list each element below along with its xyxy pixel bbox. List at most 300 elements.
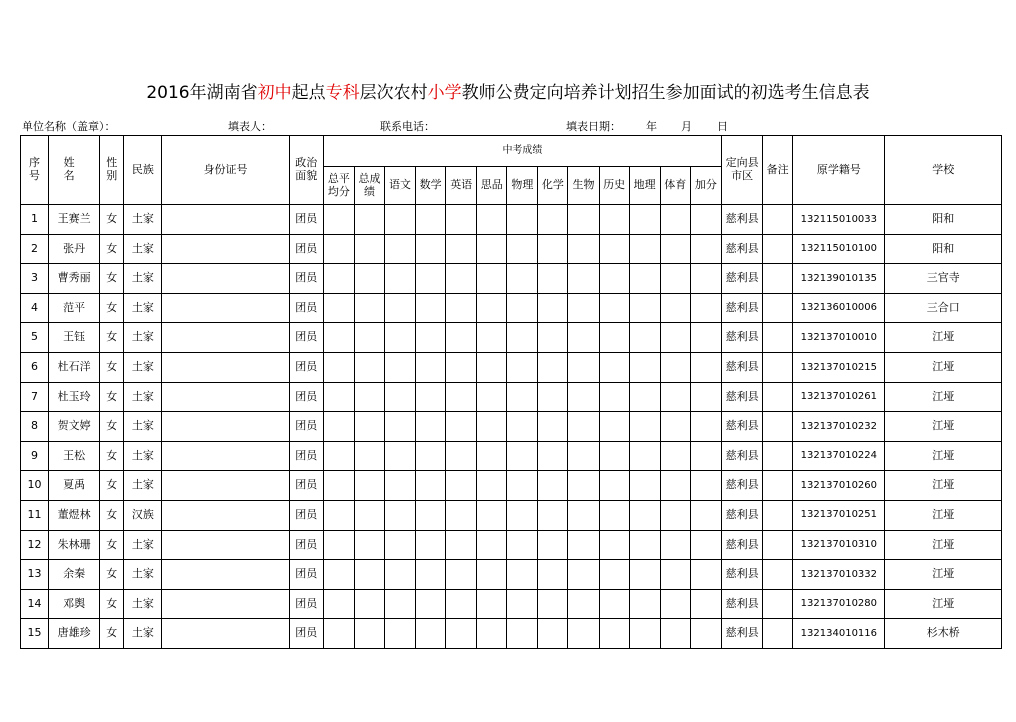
table-row	[21, 382, 1002, 412]
cell-score	[385, 323, 416, 353]
date-day-label: 日	[717, 120, 728, 133]
cell-score	[629, 352, 660, 382]
cell-score	[323, 205, 354, 235]
header-gender-text: 性别	[106, 156, 118, 182]
cell-gender: 女	[100, 293, 124, 323]
cell-county: 慈利县	[722, 589, 763, 619]
cell-name: 余秦	[49, 560, 100, 590]
cell-score	[416, 234, 446, 264]
cell-score	[538, 412, 568, 442]
cell-score	[599, 352, 629, 382]
cell-score	[354, 293, 384, 323]
cell-politics: 团员	[289, 412, 323, 442]
cell-registry: 132137010224	[793, 441, 885, 471]
table-row	[21, 471, 1002, 501]
cell-score	[416, 619, 446, 649]
cell-remark	[763, 205, 793, 235]
cell-score	[599, 293, 629, 323]
cell-school: 江垭	[885, 441, 1002, 471]
cell-score	[629, 560, 660, 590]
header-registry: 原学籍号	[793, 136, 885, 205]
cell-ethnicity: 土家	[124, 530, 162, 560]
cell-score	[690, 293, 721, 323]
cell-score	[660, 352, 690, 382]
cell-remark	[763, 441, 793, 471]
cell-score	[660, 619, 690, 649]
cell-score	[690, 560, 721, 590]
cell-county: 慈利县	[722, 530, 763, 560]
cell-score	[477, 234, 507, 264]
header-chemistry: 化学	[538, 167, 568, 205]
cell-score	[385, 530, 416, 560]
cell-politics: 团员	[289, 293, 323, 323]
cell-score	[446, 323, 477, 353]
cell-county: 慈利县	[722, 441, 763, 471]
cell-score	[538, 441, 568, 471]
cell-score	[477, 352, 507, 382]
cell-score	[507, 293, 538, 323]
cell-score	[354, 264, 384, 294]
cell-id-number	[162, 441, 289, 471]
cell-score	[416, 471, 446, 501]
header-history: 历史	[599, 167, 629, 205]
cell-score	[568, 264, 599, 294]
cell-school: 江垭	[885, 323, 1002, 353]
cell-score	[323, 382, 354, 412]
cell-id-number	[162, 205, 289, 235]
cell-score	[507, 589, 538, 619]
cell-score	[416, 293, 446, 323]
cell-politics: 团员	[289, 205, 323, 235]
cell-score	[477, 530, 507, 560]
cell-score	[599, 205, 629, 235]
cell-ethnicity: 土家	[124, 619, 162, 649]
table-row	[21, 234, 1002, 264]
cell-score	[660, 560, 690, 590]
header-county-text: 定向县市区	[725, 156, 759, 182]
header-pe: 体育	[660, 167, 690, 205]
cell-remark	[763, 382, 793, 412]
cell-remark	[763, 471, 793, 501]
header-county	[722, 136, 763, 205]
cell-score	[599, 264, 629, 294]
cell-score	[507, 500, 538, 530]
cell-name: 范平	[49, 293, 100, 323]
cell-gender: 女	[100, 205, 124, 235]
cell-name: 王钰	[49, 323, 100, 353]
cell-score	[660, 323, 690, 353]
cell-score	[477, 560, 507, 590]
cell-id-number	[162, 412, 289, 442]
cell-ethnicity: 土家	[124, 264, 162, 294]
cell-school: 三合口	[885, 293, 1002, 323]
cell-score	[354, 619, 384, 649]
cell-score	[507, 530, 538, 560]
cell-score	[323, 530, 354, 560]
cell-seq: 7	[21, 382, 49, 412]
cell-ethnicity: 土家	[124, 205, 162, 235]
header-name: 姓 名	[49, 136, 100, 205]
header-row-top	[21, 136, 1002, 167]
cell-remark	[763, 352, 793, 382]
cell-gender: 女	[100, 619, 124, 649]
cell-score	[354, 382, 384, 412]
cell-score	[507, 471, 538, 501]
cell-politics: 团员	[289, 264, 323, 294]
header-school: 学校	[885, 136, 1002, 205]
header-physics: 物理	[507, 167, 538, 205]
cell-name: 邓舆	[49, 589, 100, 619]
cell-school: 江垭	[885, 382, 1002, 412]
cell-registry: 132137010010	[793, 323, 885, 353]
cell-score	[477, 441, 507, 471]
cell-score	[385, 500, 416, 530]
cell-seq: 9	[21, 441, 49, 471]
cell-politics: 团员	[289, 589, 323, 619]
cell-score	[660, 441, 690, 471]
cell-school: 江垭	[885, 412, 1002, 442]
cell-id-number	[162, 382, 289, 412]
cell-score	[690, 619, 721, 649]
cell-score	[385, 234, 416, 264]
cell-score	[477, 264, 507, 294]
cell-county: 慈利县	[722, 323, 763, 353]
cell-ethnicity: 土家	[124, 352, 162, 382]
cell-ethnicity: 土家	[124, 589, 162, 619]
cell-school: 江垭	[885, 530, 1002, 560]
header-math: 数学	[416, 167, 446, 205]
header-seq-text: 序号	[29, 156, 41, 182]
header-moral: 思品	[477, 167, 507, 205]
cell-score	[507, 382, 538, 412]
cell-county: 慈利县	[722, 560, 763, 590]
title-part-4: 教师公费定向培养计划招生参加面试的初选考生信息表	[461, 83, 870, 103]
cell-score	[354, 500, 384, 530]
cell-score	[446, 560, 477, 590]
header-scores-group: 中考成绩	[323, 136, 721, 167]
cell-seq: 11	[21, 500, 49, 530]
header-remark: 备注	[763, 136, 793, 205]
cell-score	[690, 234, 721, 264]
header-chinese: 语文	[385, 167, 416, 205]
cell-gender: 女	[100, 560, 124, 590]
table-row	[21, 500, 1002, 530]
cell-score	[323, 471, 354, 501]
cell-score	[660, 264, 690, 294]
title-part-3: 层次农村	[359, 83, 428, 103]
cell-score	[568, 412, 599, 442]
cell-score	[323, 500, 354, 530]
title-highlight-junior-high: 初中	[257, 83, 292, 103]
cell-school: 三官寺	[885, 264, 1002, 294]
phone-label: 联系电话：	[380, 120, 435, 133]
title-part-1: 2016年湖南省	[146, 83, 258, 103]
cell-score	[690, 382, 721, 412]
cell-score	[538, 352, 568, 382]
cell-gender: 女	[100, 234, 124, 264]
cell-score	[538, 471, 568, 501]
title-highlight-primary: 小学	[427, 83, 462, 103]
cell-county: 慈利县	[722, 619, 763, 649]
cell-score	[690, 589, 721, 619]
cell-ethnicity: 土家	[124, 471, 162, 501]
cell-score	[354, 471, 384, 501]
cell-score	[690, 471, 721, 501]
cell-ethnicity: 汉族	[124, 500, 162, 530]
cell-score	[629, 412, 660, 442]
cell-score	[538, 323, 568, 353]
cell-politics: 团员	[289, 323, 323, 353]
cell-county: 慈利县	[722, 352, 763, 382]
cell-score	[416, 441, 446, 471]
cell-registry: 132137010261	[793, 382, 885, 412]
cell-score	[599, 471, 629, 501]
cell-seq: 14	[21, 589, 49, 619]
cell-score	[446, 205, 477, 235]
cell-score	[477, 293, 507, 323]
cell-school: 阳和	[885, 205, 1002, 235]
cell-id-number	[162, 293, 289, 323]
cell-score	[599, 441, 629, 471]
table-row	[21, 619, 1002, 649]
cell-registry: 132137010260	[793, 471, 885, 501]
cell-score	[538, 234, 568, 264]
cell-score	[690, 352, 721, 382]
table-row	[21, 441, 1002, 471]
cell-score	[385, 589, 416, 619]
cell-score	[507, 560, 538, 590]
cell-score	[416, 500, 446, 530]
cell-score	[599, 382, 629, 412]
cell-score	[446, 589, 477, 619]
cell-score	[354, 412, 384, 442]
cell-gender: 女	[100, 530, 124, 560]
cell-politics: 团员	[289, 382, 323, 412]
cell-score	[385, 441, 416, 471]
cell-score	[538, 293, 568, 323]
cell-score	[323, 264, 354, 294]
cell-score	[629, 382, 660, 412]
cell-score	[507, 234, 538, 264]
cell-score	[568, 382, 599, 412]
cell-id-number	[162, 500, 289, 530]
cell-score	[477, 382, 507, 412]
header-avg-score-text: 总平均分	[327, 171, 350, 198]
cell-remark	[763, 619, 793, 649]
table-row	[21, 205, 1002, 235]
cell-score	[446, 264, 477, 294]
cell-county: 慈利县	[722, 500, 763, 530]
cell-score	[385, 471, 416, 501]
cell-score	[323, 323, 354, 353]
cell-score	[568, 234, 599, 264]
cell-score	[385, 560, 416, 590]
cell-remark	[763, 589, 793, 619]
cell-score	[660, 205, 690, 235]
cell-score	[568, 441, 599, 471]
table-row	[21, 412, 1002, 442]
cell-remark	[763, 560, 793, 590]
cell-score	[538, 530, 568, 560]
cell-score	[446, 441, 477, 471]
cell-score	[599, 530, 629, 560]
cell-score	[477, 205, 507, 235]
cell-ethnicity: 土家	[124, 293, 162, 323]
cell-county: 慈利县	[722, 412, 763, 442]
cell-score	[599, 234, 629, 264]
table-row	[21, 323, 1002, 353]
cell-score	[323, 619, 354, 649]
cell-score	[629, 619, 660, 649]
cell-score	[354, 530, 384, 560]
cell-id-number	[162, 619, 289, 649]
cell-registry: 132134010116	[793, 619, 885, 649]
cell-score	[507, 441, 538, 471]
cell-county: 慈利县	[722, 382, 763, 412]
header-total-score-text: 总成绩	[358, 171, 381, 198]
cell-score	[629, 589, 660, 619]
cell-seq: 4	[21, 293, 49, 323]
date-year-label: 年	[646, 120, 657, 133]
cell-score	[354, 323, 384, 353]
cell-score	[477, 412, 507, 442]
cell-score	[416, 323, 446, 353]
cell-ethnicity: 土家	[124, 323, 162, 353]
cell-seq: 6	[21, 352, 49, 382]
cell-remark	[763, 412, 793, 442]
cell-registry: 132137010215	[793, 352, 885, 382]
cell-registry: 132115010033	[793, 205, 885, 235]
cell-score	[599, 500, 629, 530]
cell-remark	[763, 234, 793, 264]
cell-score	[629, 205, 660, 235]
date-month-label: 月	[681, 120, 692, 133]
cell-ethnicity: 土家	[124, 234, 162, 264]
title-part-2: 起点	[291, 83, 326, 103]
cell-score	[507, 619, 538, 649]
cell-id-number	[162, 560, 289, 590]
cell-score	[477, 619, 507, 649]
cell-score	[660, 382, 690, 412]
cell-score	[323, 293, 354, 323]
cell-score	[660, 412, 690, 442]
header-gender	[100, 136, 124, 205]
table-row	[21, 530, 1002, 560]
cell-score	[385, 352, 416, 382]
cell-id-number	[162, 264, 289, 294]
candidate-table	[20, 135, 1002, 649]
cell-score	[416, 530, 446, 560]
cell-politics: 团员	[289, 471, 323, 501]
cell-gender: 女	[100, 589, 124, 619]
cell-gender: 女	[100, 471, 124, 501]
table-row	[21, 589, 1002, 619]
cell-score	[660, 589, 690, 619]
cell-score	[446, 382, 477, 412]
cell-remark	[763, 323, 793, 353]
cell-score	[385, 293, 416, 323]
cell-score	[629, 441, 660, 471]
cell-county: 慈利县	[722, 471, 763, 501]
cell-score	[354, 560, 384, 590]
cell-politics: 团员	[289, 441, 323, 471]
table-row	[21, 352, 1002, 382]
cell-score	[507, 264, 538, 294]
cell-ethnicity: 土家	[124, 560, 162, 590]
cell-score	[323, 352, 354, 382]
cell-name: 张丹	[49, 234, 100, 264]
cell-score	[629, 293, 660, 323]
cell-score	[629, 500, 660, 530]
cell-politics: 团员	[289, 530, 323, 560]
cell-score	[660, 530, 690, 560]
cell-score	[568, 589, 599, 619]
cell-seq: 15	[21, 619, 49, 649]
cell-name: 王赛兰	[49, 205, 100, 235]
cell-score	[416, 352, 446, 382]
cell-seq: 8	[21, 412, 49, 442]
date-label: 填表日期：	[566, 120, 621, 133]
header-id-number: 身份证号	[162, 136, 289, 205]
header-politics-text: 政治面貌	[295, 156, 318, 182]
cell-score	[477, 500, 507, 530]
cell-score	[385, 412, 416, 442]
cell-remark	[763, 530, 793, 560]
cell-name: 朱林珊	[49, 530, 100, 560]
cell-score	[690, 530, 721, 560]
cell-school: 江垭	[885, 471, 1002, 501]
cell-score	[538, 382, 568, 412]
cell-score	[690, 264, 721, 294]
cell-id-number	[162, 471, 289, 501]
cell-name: 夏禹	[49, 471, 100, 501]
cell-score	[385, 382, 416, 412]
cell-score	[599, 412, 629, 442]
cell-score	[477, 323, 507, 353]
cell-seq: 12	[21, 530, 49, 560]
cell-score	[629, 234, 660, 264]
cell-score	[385, 205, 416, 235]
cell-seq: 3	[21, 264, 49, 294]
cell-score	[446, 352, 477, 382]
cell-score	[446, 530, 477, 560]
table-row	[21, 560, 1002, 590]
cell-score	[416, 382, 446, 412]
cell-name: 杜石洋	[49, 352, 100, 382]
cell-gender: 女	[100, 323, 124, 353]
cell-score	[599, 560, 629, 590]
cell-name: 唐雄珍	[49, 619, 100, 649]
cell-score	[446, 412, 477, 442]
cell-score	[690, 323, 721, 353]
cell-seq: 2	[21, 234, 49, 264]
cell-score	[629, 323, 660, 353]
cell-politics: 团员	[289, 234, 323, 264]
cell-school: 阳和	[885, 234, 1002, 264]
header-avg-score	[323, 167, 354, 205]
cell-politics: 团员	[289, 352, 323, 382]
cell-score	[538, 560, 568, 590]
cell-remark	[763, 293, 793, 323]
cell-county: 慈利县	[722, 264, 763, 294]
cell-score	[629, 471, 660, 501]
cell-score	[568, 500, 599, 530]
cell-score	[354, 589, 384, 619]
cell-score	[538, 589, 568, 619]
cell-score	[354, 352, 384, 382]
cell-score	[538, 500, 568, 530]
cell-score	[599, 619, 629, 649]
